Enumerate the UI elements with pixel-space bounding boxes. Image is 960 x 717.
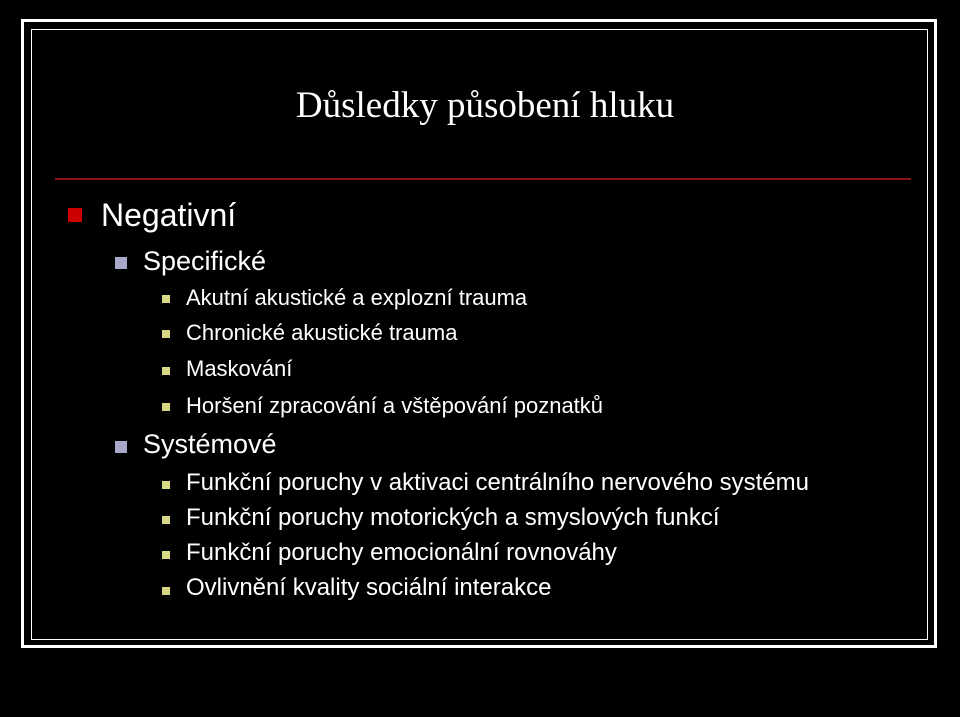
list-item: Ovlivnění kvality sociální interakce xyxy=(186,574,552,601)
list-item: Funkční poruchy motorických a smyslových funkcí xyxy=(186,504,720,531)
list-item: Horšení zpracování a vštěpování poznatků xyxy=(186,393,604,418)
list-item: Funkční poruchy emocionální rovnováhy xyxy=(186,539,617,566)
bullet-square-yellow-icon xyxy=(162,330,170,338)
bullet-square-blue-icon xyxy=(115,441,127,453)
bullet-square-yellow-icon xyxy=(162,551,170,559)
bullet-square-red-icon xyxy=(68,208,82,222)
bullet-square-yellow-icon xyxy=(162,295,170,303)
list-item: Chronické akustické trauma xyxy=(186,320,458,345)
bullet-square-yellow-icon xyxy=(162,481,170,489)
title-divider xyxy=(55,178,911,180)
bullet-specific: Specifické xyxy=(143,246,267,276)
bullet-square-yellow-icon xyxy=(162,367,170,375)
bullet-square-yellow-icon xyxy=(162,516,170,524)
slide-title: Důsledky působení hluku xyxy=(295,85,675,126)
bullet-square-blue-icon xyxy=(115,257,127,269)
bullet-systemic: Systémové xyxy=(143,429,277,459)
list-item: Akutní akustické a explozní trauma xyxy=(186,285,528,310)
list-item: Maskování xyxy=(186,356,293,381)
bullet-square-yellow-icon xyxy=(162,403,170,411)
bullet-negative: Negativní xyxy=(101,197,237,233)
bullet-square-yellow-icon xyxy=(162,587,170,595)
list-item: Funkční poruchy v aktivaci centrálního nervového systému xyxy=(186,469,809,496)
